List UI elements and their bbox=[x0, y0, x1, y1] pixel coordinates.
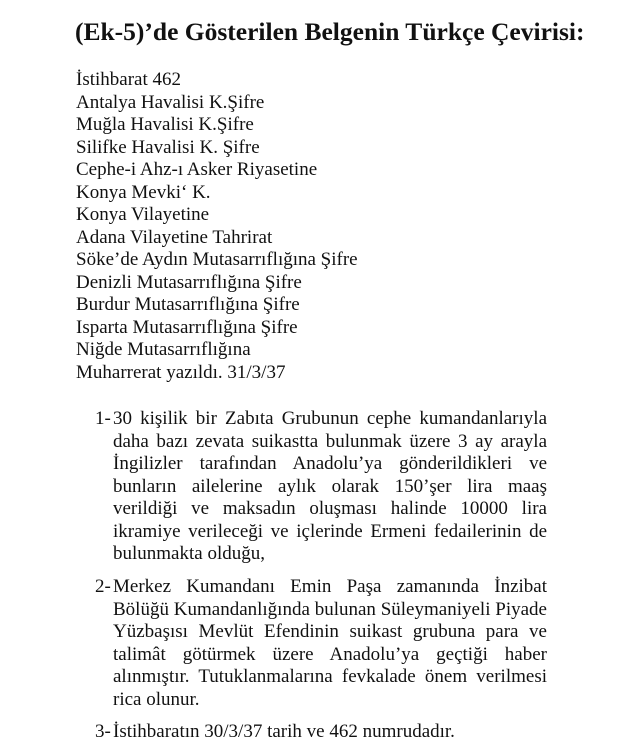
address-line: Burdur Mutasarrıflığına Şifre bbox=[76, 294, 300, 315]
numbered-paragraph-2 bbox=[95, 576, 547, 711]
address-line: Konya Vilayetine bbox=[76, 204, 210, 225]
address-line: Söke’de Aydın Mutasarrıflığına Şifre bbox=[76, 249, 358, 270]
address-line: Niğde Mutasarrıflığına bbox=[76, 339, 251, 360]
item-number: 1- bbox=[95, 408, 111, 429]
item-text: 30 kişilik bir Zabıta Grubunun cephe kumandanlarıyla daha bazı zevata suikastta bulunmak üzere 3 ay arayla İngilizler tarafından Anadolu’ya gönderildikleri ve bunların ailelerine aylık olarak 150’şer lira maaş verildiği ve maksadın oluşması halinde 10000 lira ikramiye verileceği ve içlerinde Ermeni fedailerinin de bulunmakta olduğu, bbox=[113, 408, 547, 564]
address-line: Muğla Havalisi K.Şifre bbox=[76, 114, 254, 135]
numbered-paragraph-1 bbox=[95, 408, 547, 566]
address-line: Denizli Mutasarrıflığına Şifre bbox=[76, 271, 302, 293]
item-number: 2- bbox=[95, 576, 111, 597]
address-line: Konya Mevki‘ K. bbox=[76, 181, 211, 203]
address-line: İstihbarat 462 bbox=[76, 69, 182, 90]
recipient-list bbox=[76, 69, 358, 384]
item-text: İstihbaratın 30/3/37 tarih ve 462 numrudadır. bbox=[113, 721, 455, 742]
address-line: Cephe-i Ahz-ı Asker Riyasetine bbox=[76, 159, 318, 180]
address-line: Antalya Havalisi K.Şifre bbox=[76, 91, 265, 113]
numbered-paragraph-3 bbox=[95, 721, 547, 744]
item-text: Merkez Kumandanı Emin Paşa zamanında İnzibat Bölüğü Kumandanlığında bulunan Süleymaniyeli Piyade Yüzbaşısı Mevlüt Efendinin suikast grubuna para ve talimât götürmek üzere Anadolu’ya geçtiği haber alınmıştır. Tutuklanmalarına fevkalade önem verilmesi rica olunur. bbox=[113, 576, 547, 710]
address-line: Muharrerat yazıldı. 31/3/37 bbox=[76, 361, 286, 383]
address-line: Isparta Mutasarrıflığına Şifre bbox=[76, 316, 298, 338]
document-title: (Ek-5)’de Gösterilen Belgenin Türkçe Çevirisi: bbox=[75, 17, 585, 46]
address-line: Silifke Havalisi K. Şifre bbox=[76, 136, 260, 158]
item-number: 3- bbox=[95, 721, 111, 742]
address-line: Adana Vilayetine Tahrirat bbox=[76, 226, 273, 248]
